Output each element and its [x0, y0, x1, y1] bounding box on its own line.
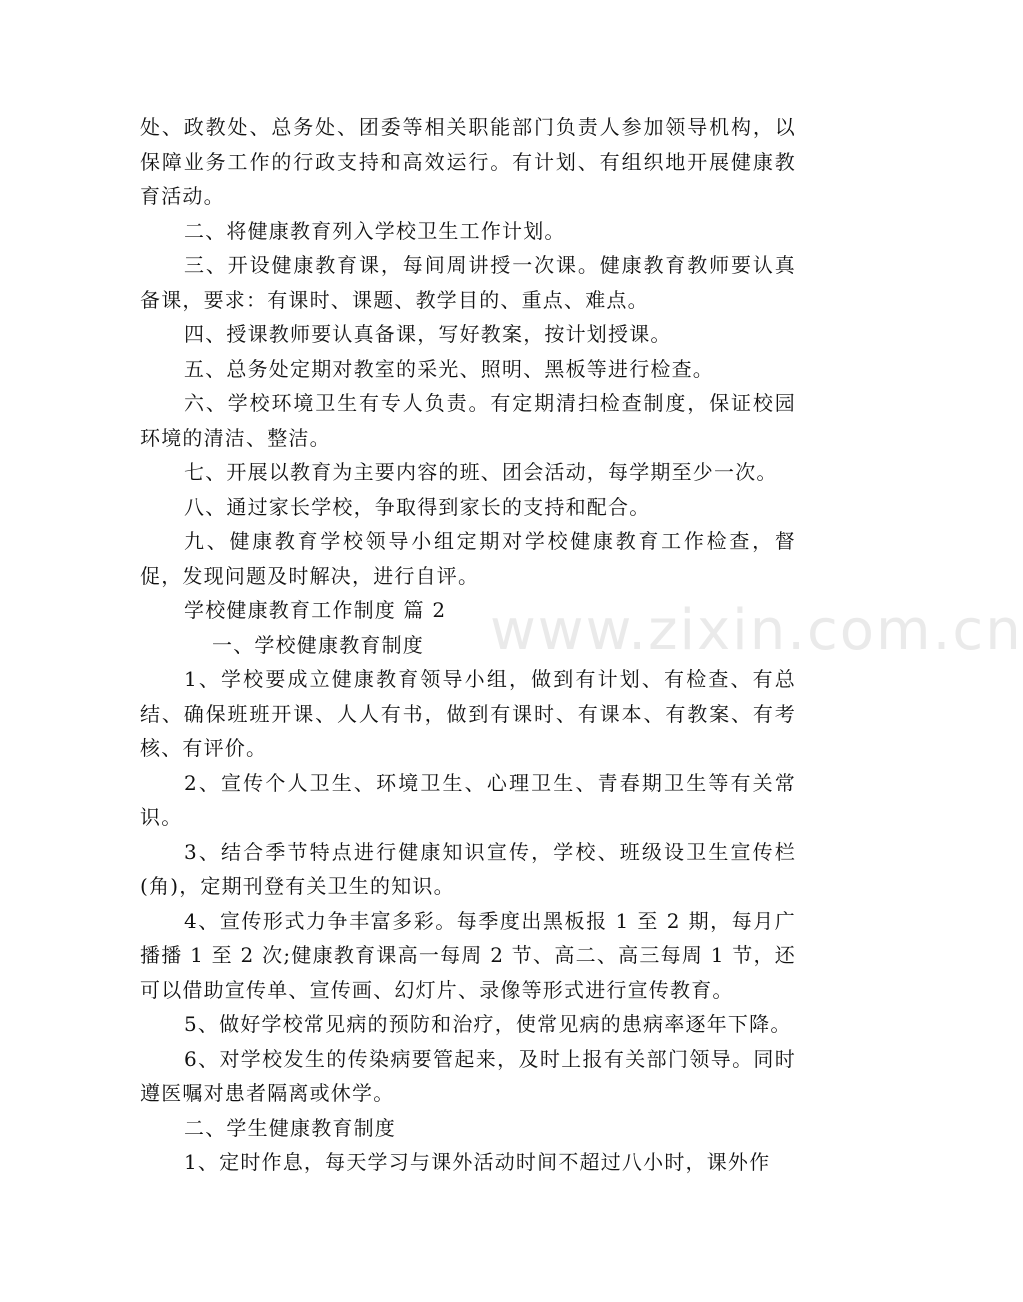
watermark-text: www.zixin.com.cn [490, 598, 1023, 663]
paragraph-item-7: 七、开展以教育为主要内容的班、团会活动，每学期至少一次。 [184, 460, 778, 484]
paragraph-rule-3: 3、结合季节特点进行健康知识宣传，学校、班级设卫生宣传栏(角)，定期刊登有关卫生的知识。 [140, 839, 796, 898]
paragraph-rule-4: 4、宣传形式力争丰富多彩。每季度出黑板报 1 至 2 期，每月广播播 1 至 2 次;健康教育课高一每周 2 节、高二、高三每周 1 节，还可以借助宣传单、宣传画、幻灯片、录像等形式进行宣传教育。 [140, 908, 796, 1002]
paragraph-item-5: 五、总务处定期对教室的采光、照明、黑板等进行检查。 [184, 356, 714, 381]
paragraph-rule-1: 1、学校要成立健康教育领导小组，做到有计划、有检查、有总结、确保班班开课、人人有书，做到有课时、有课本、有教案、有考核、有评价。 [140, 667, 796, 760]
subsection-heading-2: 二、学生健康教育制度 [184, 1115, 396, 1140]
paragraph-item-3: 三、开设健康教育课，每间周讲授一次课。健康教育教师要认真备课，要求：有课时、课题、教学目的、重点、难点。 [140, 253, 796, 312]
paragraph-rule-6: 6、对学校发生的传染病要管起来，及时上报有关部门领导。同时遵医嘱对患者隔离或休学。 [140, 1046, 796, 1105]
paragraph-rule-2: 2、宣传个人卫生、环境卫生、心理卫生、青春期卫生等有关常识。 [140, 770, 796, 829]
paragraph-item-9: 九、健康教育学校领导小组定期对学校健康教育工作检查，督促，发现问题及时解决，进行自评。 [140, 529, 796, 588]
subsection-heading-1: 一、学校健康教育制度 [212, 632, 424, 657]
paragraph-student-rule-1: 1、定时作息，每天学习与课外活动时间不超过八小时，课外作 [184, 1150, 771, 1174]
paragraph-continuation: 处、政教处、总务处、团委等相关职能部门负责人参加领导机构，以保障业务工作的行政支持和高效运行。有计划、有组织地开展健康教育活动。 [140, 115, 796, 208]
paragraph-item-8: 八、通过家长学校，争取得到家长的支持和配合。 [184, 494, 651, 519]
paragraph-item-4: 四、授课教师要认真备课，写好教案，按计划授课。 [184, 322, 672, 346]
paragraph-rule-5: 5、做好学校常见病的预防和治疗，使常见病的患病率逐年下降。 [184, 1012, 792, 1036]
document-body [140, 110, 796, 1180]
paragraph-item-6: 六、学校环境卫生有专人负责。有定期清扫检查制度，保证校园环境的清洁、整洁。 [140, 391, 796, 450]
paragraph-item-2: 二、将健康教育列入学校卫生工作计划。 [184, 218, 566, 243]
section-title: 学校健康教育工作制度 篇 2 [184, 598, 447, 622]
